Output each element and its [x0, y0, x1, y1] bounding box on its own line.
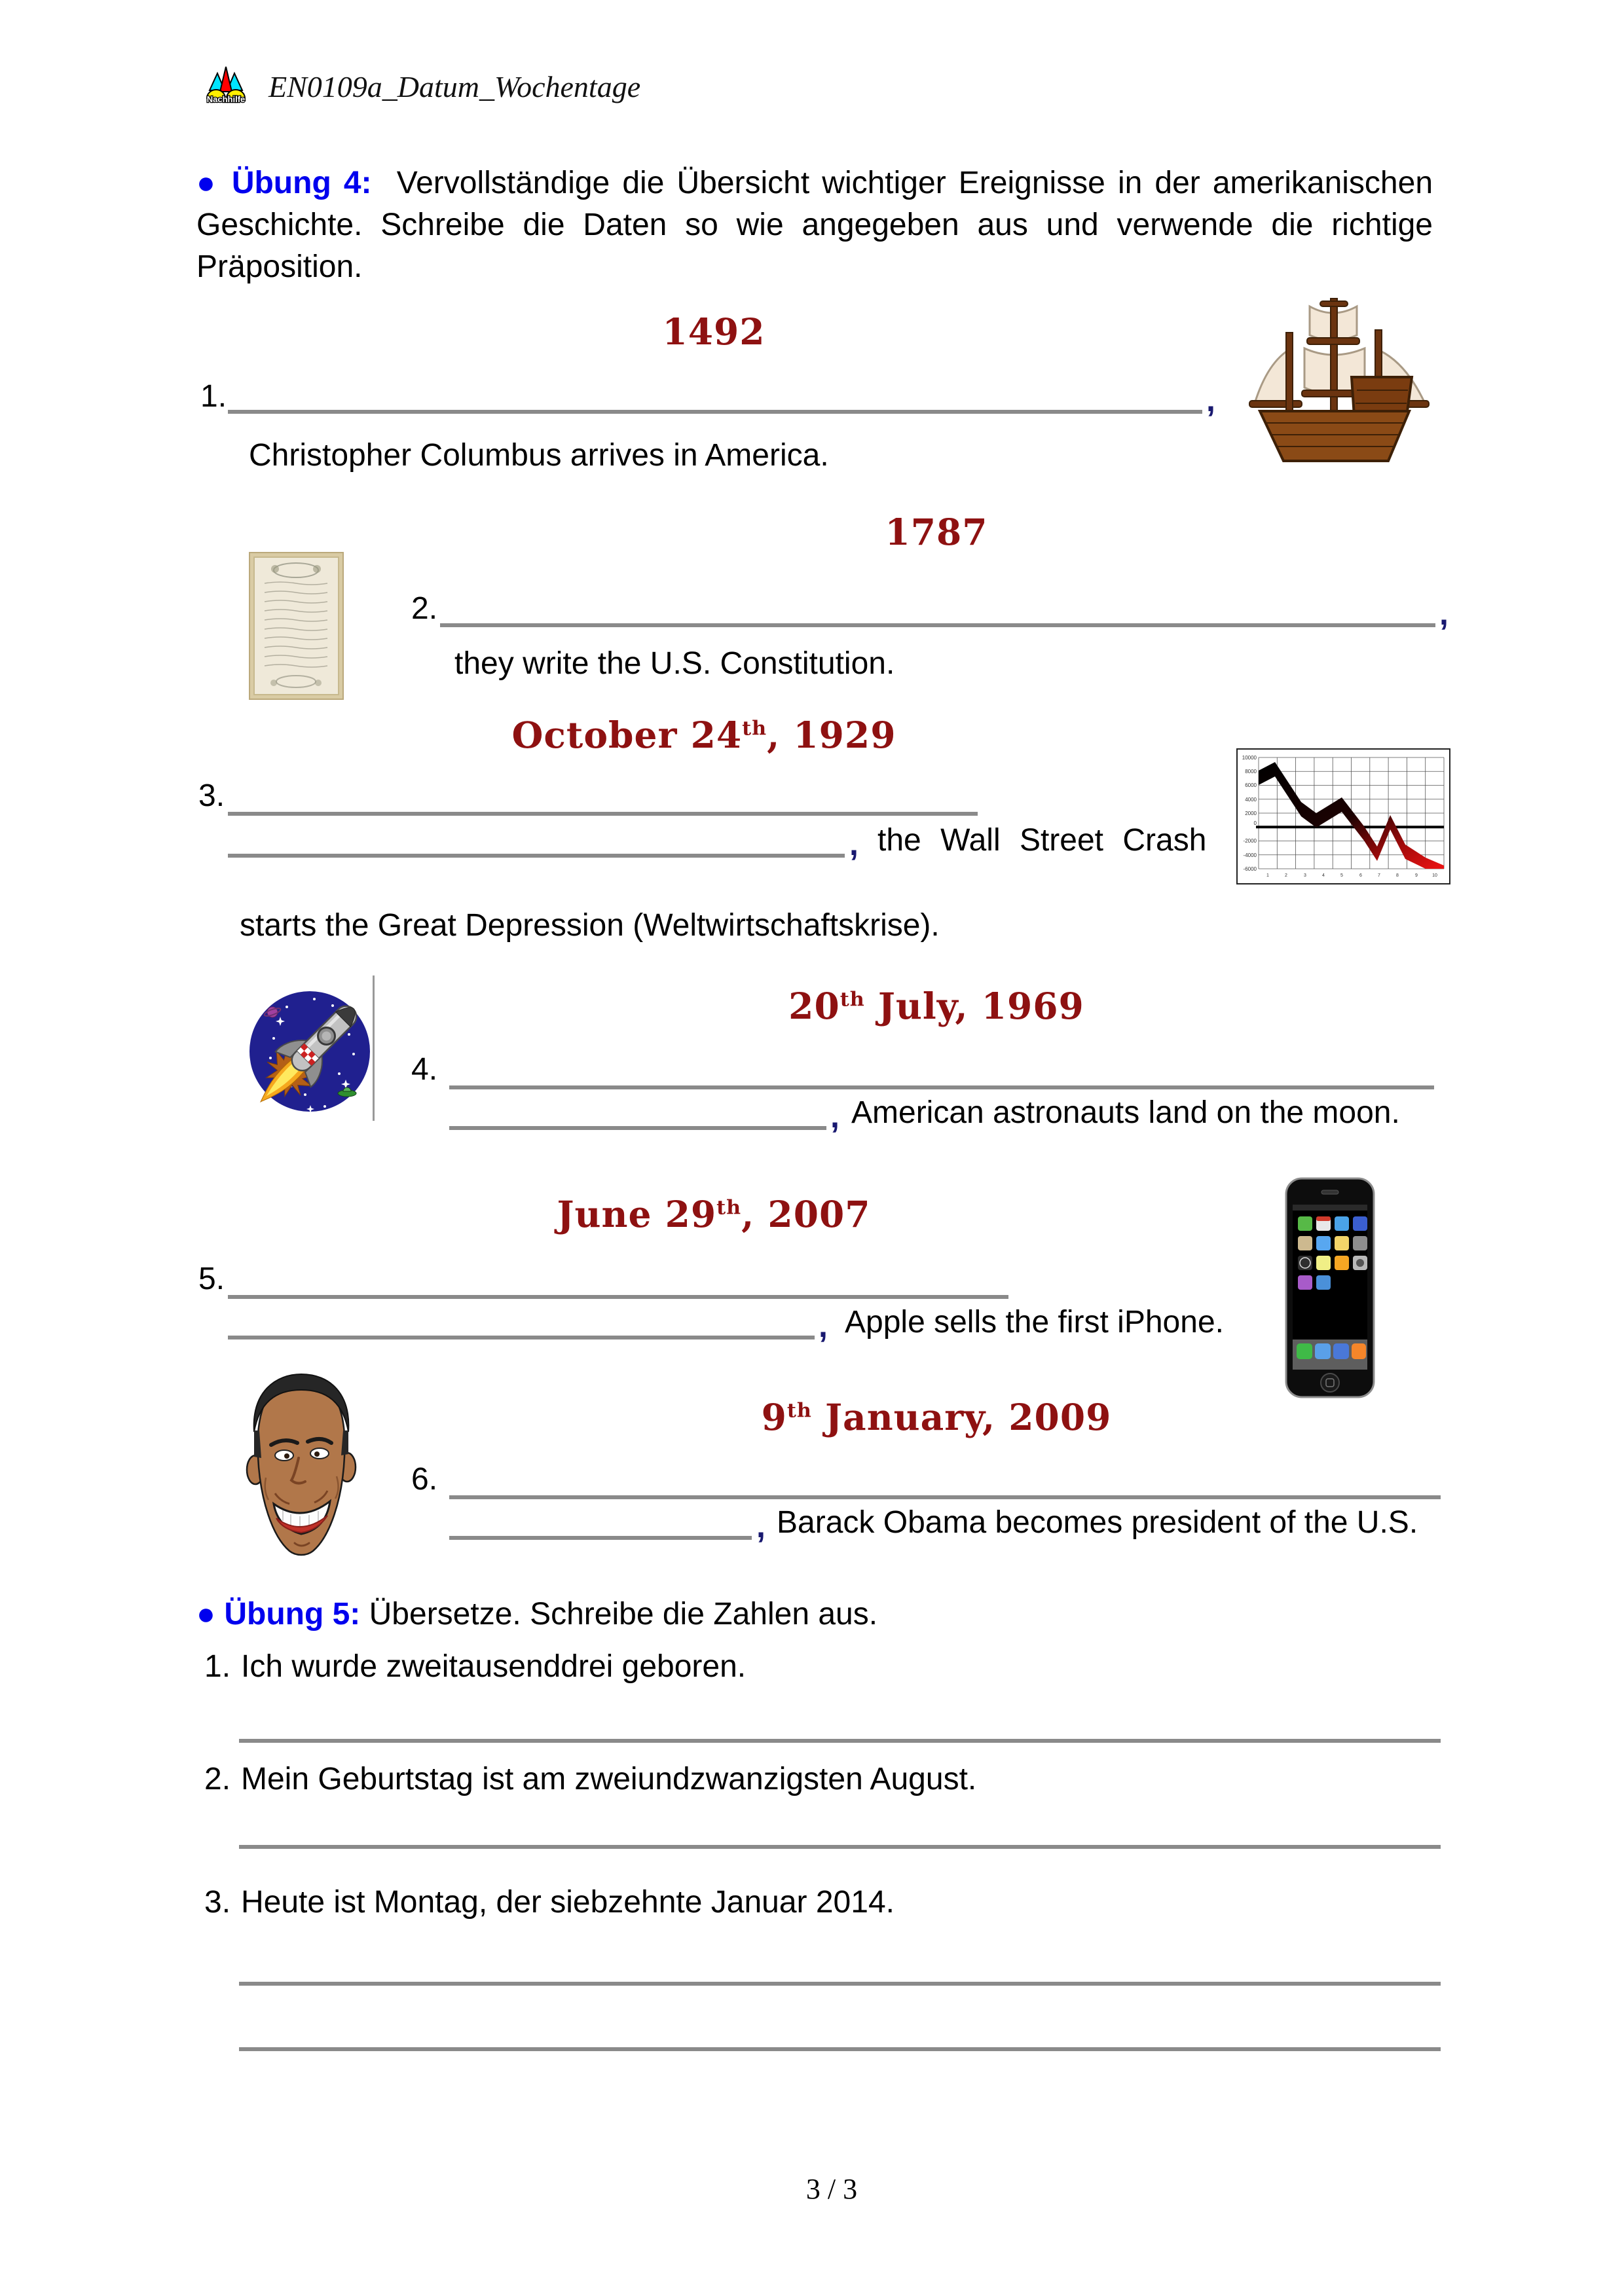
answer-blank	[228, 1336, 815, 1339]
date-heading-1492: 1492	[662, 310, 766, 353]
answer-blank	[228, 410, 1202, 414]
item6-tail-text: Barack Obama becomes president of the U.S.	[777, 1505, 1418, 1540]
svg-text:8000: 8000	[1245, 769, 1257, 774]
ex4-instruction-line3: Präposition.	[196, 249, 363, 284]
comma-mark: ,	[1206, 382, 1215, 418]
svg-text:7: 7	[1378, 873, 1380, 878]
comma-mark: ,	[830, 1098, 840, 1135]
answer-blank	[228, 812, 978, 816]
ex5-item1-number: 1.	[204, 1649, 231, 1684]
item4-number: 4.	[411, 1052, 438, 1087]
date-heading-2007: June 29th, 2007	[557, 1193, 871, 1235]
ex4-label: ● Übung 4:	[196, 166, 372, 200]
date-heading-2009: 9th January, 2009	[761, 1396, 1112, 1438]
answer-blank	[239, 1845, 1441, 1849]
svg-text:-2000: -2000	[1243, 838, 1257, 844]
answer-blank	[228, 854, 845, 858]
ex5-item3-text: Heute ist Montag, der siebzehnte Januar 2014.	[241, 1885, 895, 1920]
item1-caption: Christopher Columbus arrives in America.	[249, 438, 829, 473]
answer-blank	[449, 1495, 1441, 1499]
svg-text:0: 0	[1253, 820, 1257, 826]
item1-number: 1.	[200, 379, 227, 414]
item3-tail-text: the Wall Street Crash	[877, 823, 1207, 858]
svg-text:4: 4	[1322, 873, 1325, 878]
item5-tail-text: Apple sells the first iPhone.	[845, 1305, 1224, 1339]
logo-text: Nachhilfe	[206, 94, 246, 104]
svg-text:10: 10	[1432, 873, 1437, 878]
stock-crash-chart-image	[1236, 748, 1450, 884]
answer-blank	[440, 623, 1435, 627]
comma-mark: ,	[849, 826, 858, 862]
ship-image	[1244, 293, 1434, 469]
answer-blank	[449, 1536, 752, 1540]
comma-mark: ,	[819, 1307, 828, 1344]
svg-text:6: 6	[1359, 873, 1362, 878]
ex4-instr-1: Vervollständige die Übersicht wichtiger Ereignisse in der amerikanischen	[396, 166, 1433, 200]
image-divider-line	[373, 975, 375, 1121]
ex5-item2-text: Mein Geburtstag ist am zweiundzwanzigsten August.	[241, 1762, 977, 1796]
ex4-instruction-line1	[196, 162, 1433, 204]
date-heading-1787: 1787	[885, 511, 988, 553]
page-number: 3 / 3	[805, 2173, 858, 2205]
answer-blank	[239, 1982, 1441, 1986]
iphone-image	[1285, 1177, 1375, 1398]
item2-number: 2.	[411, 591, 438, 626]
obama-image	[234, 1365, 369, 1565]
item5-number: 5.	[198, 1262, 225, 1296]
svg-text:9: 9	[1415, 873, 1418, 878]
date-heading-1969: 20th July, 1969	[788, 985, 1084, 1027]
svg-text:10000: 10000	[1242, 755, 1257, 761]
svg-text:4000: 4000	[1245, 797, 1257, 803]
ex4-instruction-line2: Geschichte. Schreibe die Daten so wie angegeben aus und verwende die richtige	[196, 208, 1433, 242]
constitution-image	[249, 552, 344, 700]
comma-mark: ,	[1439, 595, 1449, 632]
ex5-label: ● Übung 5:	[196, 1597, 361, 1631]
svg-text:1: 1	[1266, 873, 1269, 878]
svg-text:2: 2	[1285, 873, 1287, 878]
svg-text:2000: 2000	[1245, 811, 1257, 816]
svg-text:3: 3	[1304, 873, 1306, 878]
ex5-item1-text: Ich wurde zweitausenddrei geboren.	[241, 1649, 747, 1684]
date-heading-1929: October 24th, 1929	[511, 714, 896, 756]
answer-blank	[239, 2047, 1441, 2051]
ex5-instructions: Übersetze. Schreibe die Zahlen aus.	[369, 1597, 878, 1631]
answer-blank	[449, 1085, 1434, 1089]
item3-caption: starts the Great Depression (Weltwirtschaftskrise).	[240, 908, 940, 943]
svg-text:-4000: -4000	[1243, 852, 1257, 858]
answer-blank	[228, 1295, 1008, 1299]
rocket-image	[248, 974, 378, 1120]
svg-text:5: 5	[1340, 873, 1343, 878]
svg-text:8: 8	[1396, 873, 1399, 878]
item4-tail-text: American astronauts land on the moon.	[851, 1095, 1400, 1130]
comma-mark: ,	[756, 1508, 766, 1544]
item3-number: 3.	[198, 778, 225, 813]
item2-caption: they write the U.S. Constitution.	[454, 646, 895, 681]
svg-text:6000: 6000	[1245, 782, 1257, 788]
svg-text:-6000: -6000	[1243, 866, 1257, 872]
answer-blank	[239, 1739, 1441, 1743]
item6-number: 6.	[411, 1462, 438, 1497]
page-title: EN0109a_Datum_Wochentage	[268, 70, 641, 103]
ex5-item3-number: 3.	[204, 1885, 231, 1920]
nachhilfe-logo	[204, 64, 248, 105]
answer-blank	[449, 1126, 826, 1130]
ex5-heading	[196, 1596, 877, 1632]
ex5-item2-number: 2.	[204, 1762, 231, 1796]
